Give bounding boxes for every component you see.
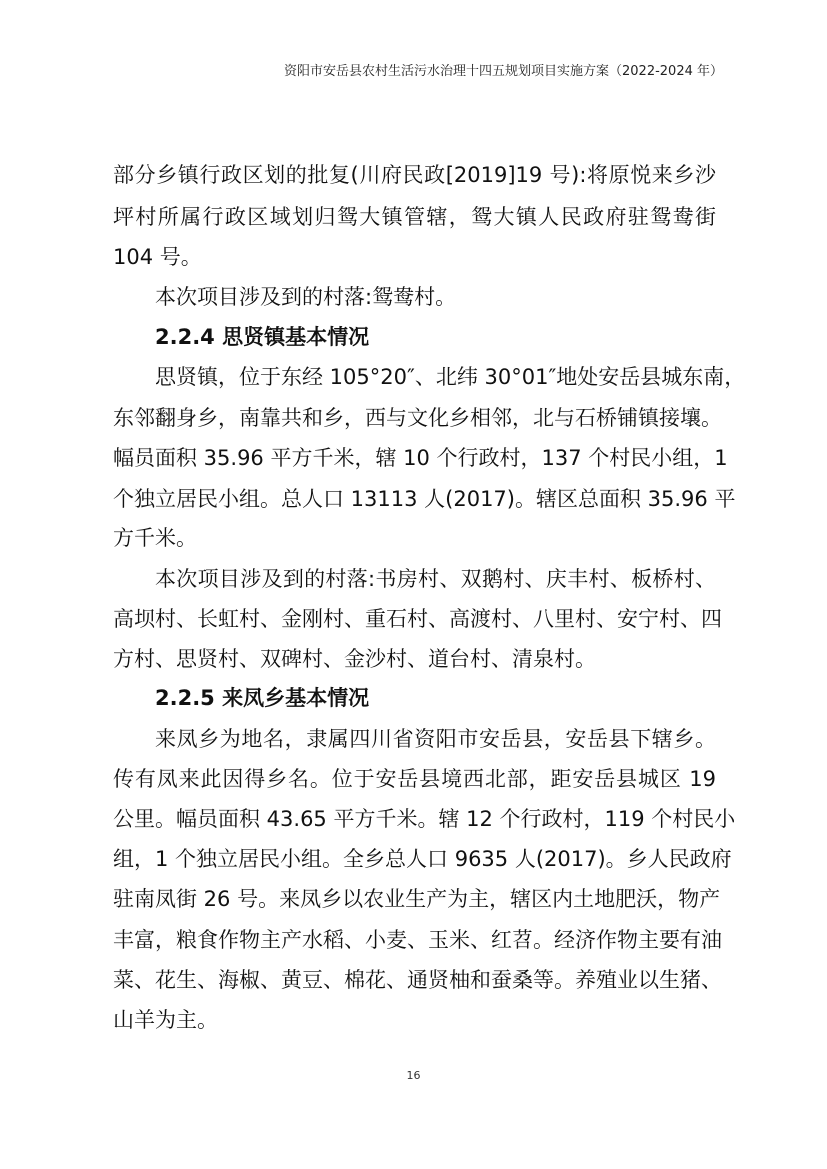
- body-line: 山羊为主。: [113, 1008, 218, 1032]
- body-line: 丰富，粮食作物主产水稻、小麦、玉米、红苕。经济作物主要有油: [113, 928, 722, 952]
- body-line: 高坝村、长虹村、金刚村、重石村、高渡村、八里村、安宁村、四: [113, 607, 722, 631]
- section-heading-2-2-5: 2.2.5 来凤乡基本情况: [155, 686, 370, 710]
- body-line: 本次项目涉及到的村落:鸳鸯村。: [155, 285, 457, 309]
- running-header: 资阳市安岳县农村生活污水治理十四五规划项目实施方案（2022-2024 年）: [284, 64, 723, 79]
- body-line: 菜、花生、海椒、黄豆、棉花、通贤柚和蚕桑等。养殖业以生猪、: [113, 968, 722, 992]
- body-line: 驻南凤街 26 号。来凤乡以农业生产为主，辖区内土地肥沃，物产: [113, 887, 721, 911]
- body-line: 部分乡镇行政区划的批复(川府民政[2019]19 号):将原悦来乡沙: [113, 163, 716, 187]
- body-line: 组，1 个独立居民小组。全乡总人口 9635 人(2017)。乡人民政府: [113, 847, 732, 871]
- body-line: 方千米。: [113, 526, 197, 550]
- body-line: 方村、思贤村、双碑村、金沙村、道台村、清泉村。: [113, 647, 596, 671]
- body-line: 幅员面积 35.96 平方千米，辖 10 个行政村，137 个村民小组，1: [113, 446, 728, 470]
- body-line: 传有凤来此因得乡名。位于安岳县境西北部，距安岳县城区 19: [113, 767, 716, 791]
- body-line: 104 号。: [113, 245, 202, 269]
- body-line: 东邻翻身乡，南靠共和乡，西与文化乡相邻，北与石桥铺镇接壤。: [113, 406, 722, 430]
- body-line: 个独立居民小组。总人口 13113 人(2017)。辖区总面积 35.96 平: [113, 487, 736, 511]
- body-line: 来凤乡为地名，隶属四川省资阳市安岳县，安岳县下辖乡。: [155, 727, 716, 751]
- body-line: 坪村所属行政区域划归鸳大镇管辖，鸳大镇人民政府驻鸳鸯街: [113, 205, 716, 229]
- body-line: 思贤镇，位于东经 105°20″、北纬 30°01″地处安岳县城东南，: [155, 365, 746, 389]
- body-line: 本次项目涉及到的村落:书房村、双鹅村、庆丰村、板桥村、: [155, 567, 716, 591]
- page-number: 16: [406, 1069, 421, 1082]
- section-heading-2-2-4: 2.2.4 思贤镇基本情况: [155, 325, 370, 349]
- body-line: 公里。幅员面积 43.65 平方千米。辖 12 个行政村，119 个村民小: [113, 807, 736, 831]
